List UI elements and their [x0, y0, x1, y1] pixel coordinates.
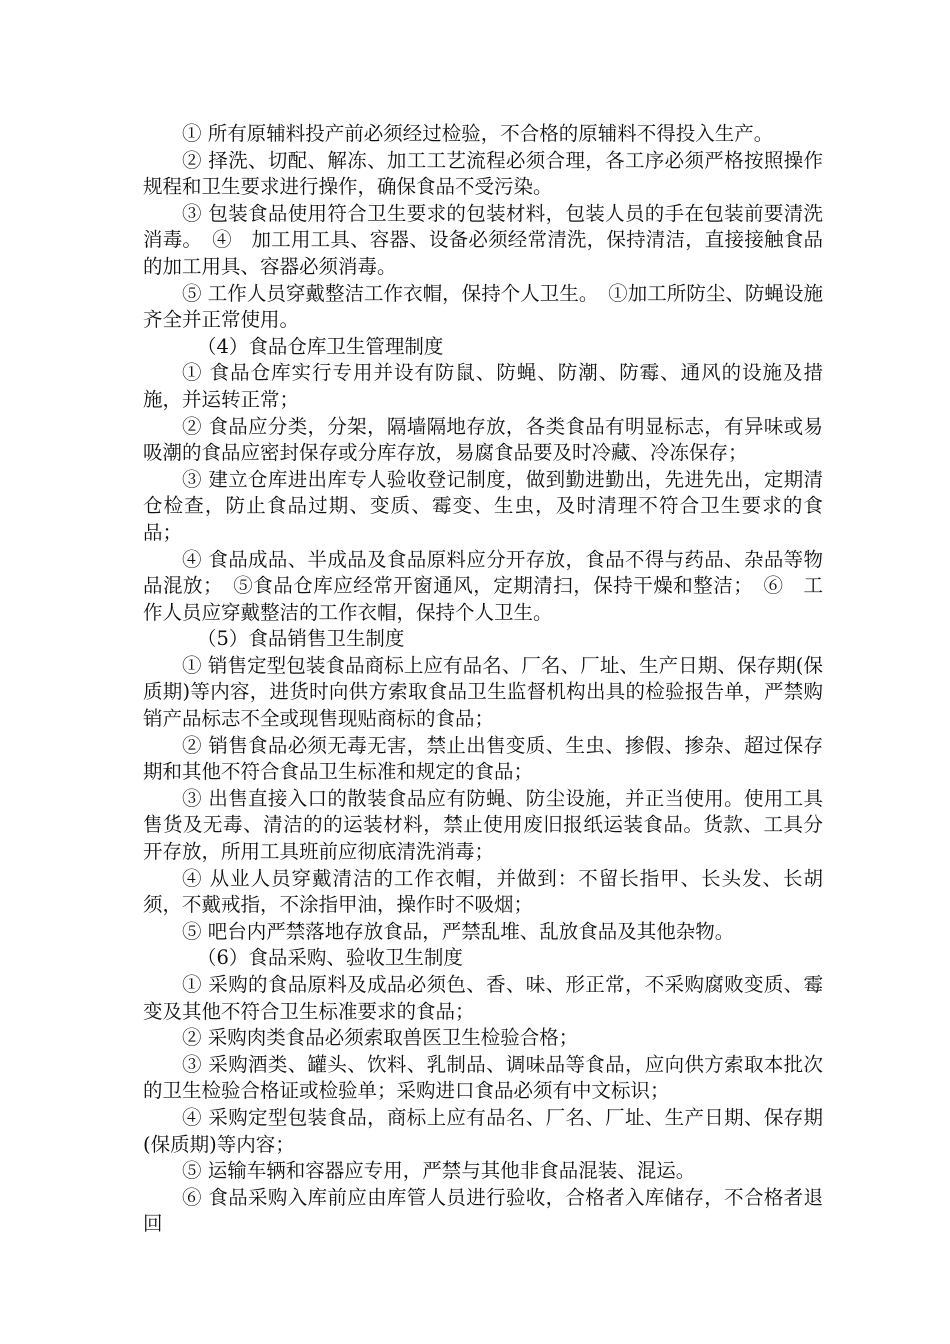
paragraph-procurement-certificates: ③ 采购酒类、罐头、饮料、乳制品、调味品等食品，应向供方索取本批次的卫生检验合格证或检验单；采购进口食品必须有中文标识；	[143, 1052, 823, 1103]
document-body	[143, 121, 823, 1238]
paragraph-sales-staff: ④ 从业人员穿戴清洁的工作衣帽，并做到：不留长指甲、长头发、长胡须，不戴戒指，不涂指甲油，操作时不吸烟；	[143, 866, 823, 917]
paragraph-sales-labeling: ① 销售定型包装食品商标上应有品名、厂名、厂址、生产日期、保存期(保质期)等内容，进货时向供方索取食品卫生监督机构出具的检验报告单，严禁购销产品标志不全或现售现贴商标的食品；	[143, 653, 823, 731]
paragraph-processing-procedure: ② 择洗、切配、解冻、加工工艺流程必须合理，各工序必须严格按照操作规程和卫生要求进行操作，确保食品不受污染。	[143, 148, 823, 199]
paragraph-warehouse-storage: ② 食品应分类，分架，隔墙隔地存放，各类食品有明显标志，有异味或易吸潮的食品应密封保存或分库存放，易腐食品要及时冷藏、冷冻保存；	[143, 414, 823, 465]
paragraph-procurement-acceptance: ⑥ 食品采购入库前应由库管人员进行验收，合格者入库储存，不合格者退回	[143, 1185, 823, 1236]
paragraph-sales-bar: ⑤ 吧台内严禁落地存放食品，严禁乱堆、乱放食品及其他杂物。	[182, 919, 735, 943]
paragraph-procurement-transport: ⑤ 运输车辆和容器应专用，严禁与其他非食品混装、混运。	[182, 1159, 696, 1183]
paragraph-staff-hygiene: ⑤ 工作人员穿戴整洁工作衣帽，保持个人卫生。 ①加工所防尘、防蝇设施齐全并正常使用。	[143, 281, 823, 332]
paragraph-procurement-quality: ① 采购的食品原料及成品必须色、香、味、形正常，不采购腐败变质、霉变及其他不符合卫生标准要求的食品；	[143, 973, 823, 1023]
paragraph-sales-bulk-food: ③ 出售直接入口的散装食品应有防蝇、防尘设施，并正当使用。使用工具售货及无毒、清洁的的运装材料，禁止使用废旧报纸运装食品。货款、工具分开存放，所用工具班前应彻底清洗消毒；	[143, 786, 823, 864]
section-heading-warehouse: （4）食品仓库卫生管理制度	[197, 334, 444, 358]
section-heading-sales: （5）食品销售卫生制度	[197, 627, 405, 651]
paragraph-raw-material-inspection: ① 所有原辅料投产前必须经过检验，不合格的原辅料不得投入生产。	[182, 122, 774, 145]
paragraph-warehouse-separation: ④ 食品成品、半成品及食品原料应分开存放，食品不得与药品、杂品等物品混放； ⑤食品仓库应经常开窗通风，定期清扫，保持干燥和整洁； ⑥ 工作人员应穿戴整洁的工作衣帽，保持个人卫生。	[143, 547, 823, 624]
paragraph-sales-safety: ② 销售食品必须无毒无害，禁止出售变质、生虫、掺假、掺杂、超过保存期和其他不符合食品卫生标准和规定的食品；	[143, 733, 823, 784]
section-heading-procurement: （6）食品采购、验收卫生制度	[197, 946, 463, 970]
paragraph-packaging-and-tools: ③ 包装食品使用符合卫生要求的包装材料，包装人员的手在包装前要清洗消毒。 ④ 加工用工具、容器、设备必须经常清洗，保持清洁，直接接触食品的加工用具、容器必须消毒。	[143, 201, 823, 278]
paragraph-procurement-meat: ② 采购肉类食品必须索取兽医卫生检验合格；	[182, 1026, 579, 1050]
paragraph-procurement-packaged: ④ 采购定型包装食品，商标上应有品名、厂名、厂址、生产日期、保存期(保质期)等内容；	[143, 1105, 823, 1156]
paragraph-warehouse-facilities: ① 食品仓库实行专用并设有防鼠、防蝇、防潮、防霉、通风的设施及措施，并运转正常；	[143, 361, 823, 411]
paragraph-warehouse-registration: ③ 建立仓库进出库专人验收登记制度，做到勤进勤出，先进先出，定期清仓检查，防止食品过期、变质、霉变、生虫，及时清理不符合卫生要求的食品；	[143, 467, 823, 544]
